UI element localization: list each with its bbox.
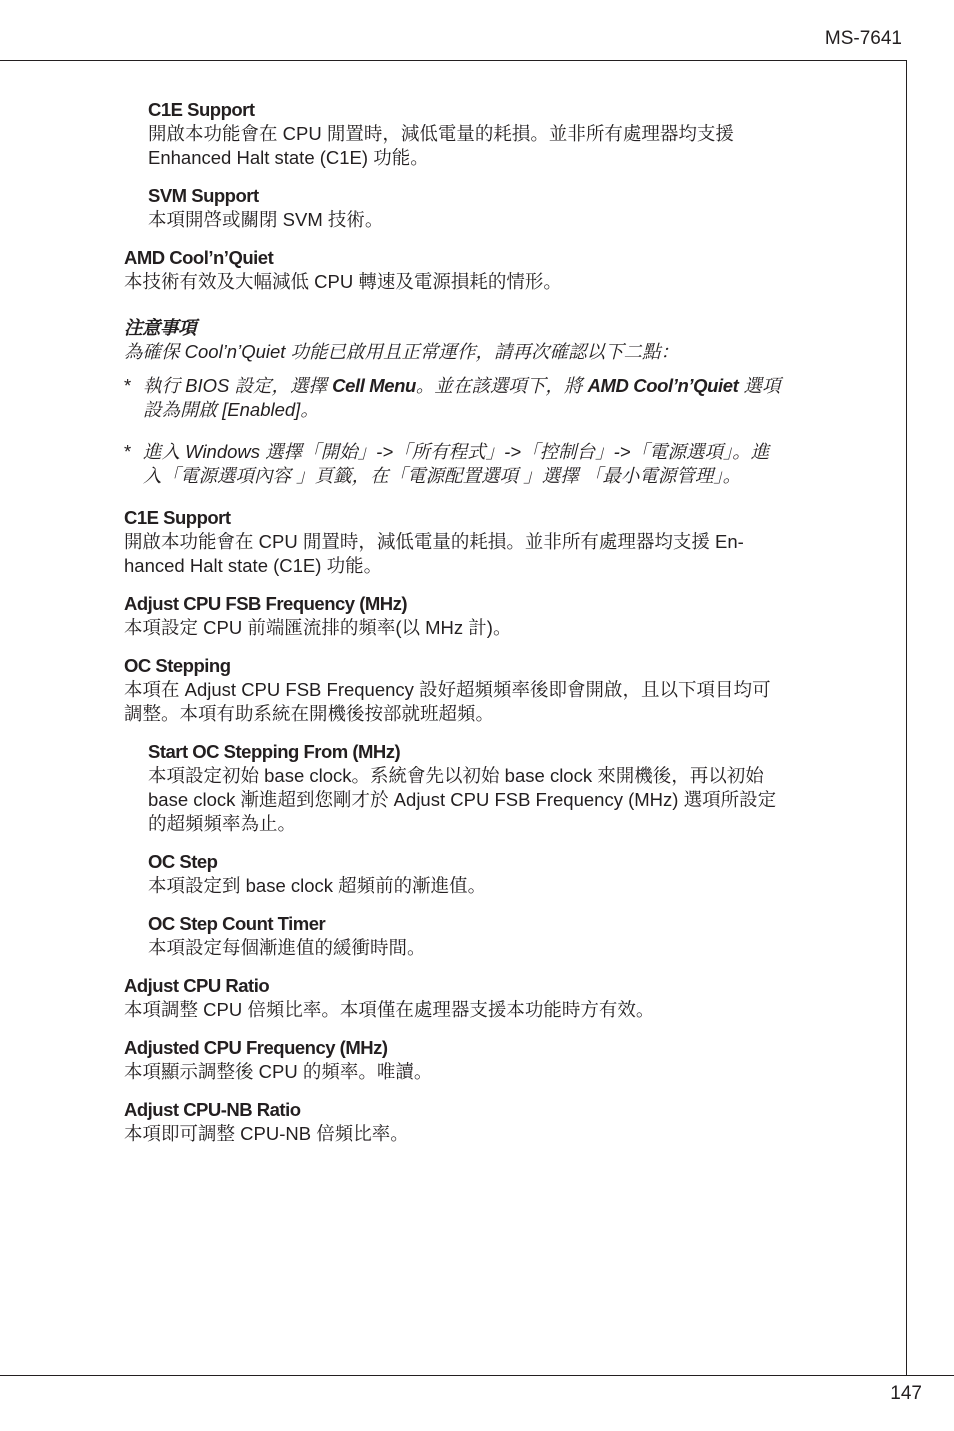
bullet-symbol: * [124, 375, 132, 396]
item-title: Adjust CPU FSB Frequency (MHz) [124, 593, 408, 614]
item-title: OC Step [148, 851, 218, 872]
item-c1e-support [124, 506, 839, 578]
bullet-symbol: * [124, 441, 132, 462]
item-oc-step-count-timer [148, 912, 839, 960]
item-desc: 本項設定 CPU 前端匯流排的頻率(以 MHz 計)。 [124, 617, 512, 638]
item-title: Start OC Stepping From (MHz) [148, 741, 401, 762]
item-title: AMD Cool’n’Quiet [124, 247, 274, 268]
note-bullet-1 [124, 374, 839, 422]
footer-rule [0, 1375, 954, 1376]
item-amd-cool-n-quiet [124, 246, 839, 294]
item-title: C1E Support [124, 507, 231, 528]
item-adjust-cpu-nb-ratio [124, 1098, 839, 1146]
item-adjust-cpu-ratio [124, 974, 839, 1022]
item-title: Adjust CPU-NB Ratio [124, 1099, 301, 1120]
item-title: Adjusted CPU Frequency (MHz) [124, 1037, 388, 1058]
page-number: 147 [890, 1383, 922, 1404]
header-rule [0, 60, 907, 61]
item-desc: 本項設定初始 base clock。系統會先以初始 base clock 來開機後，再以初始 base clock 漸進超到您剛才於 Adjust CPU FSB Frequency (MHz) 選項所設定 的超頻頻率為止。 [148, 765, 777, 834]
manual-content [124, 98, 839, 1160]
note-title: 注意事項 [124, 317, 197, 338]
item-desc: 本項設定到 base clock 超頻前的漸進值。 [148, 875, 487, 896]
bullet-text: 執行 BIOS 設定，選擇 Cell Menu。並在該選項下，將 AMD Cool’n’Quiet 選項 設為開啟 [Enabled]。 [143, 375, 781, 420]
item-desc: 本項開啓或關閉 SVM 技術。 [148, 209, 384, 230]
bold-term-cell-menu: Cell Menu [332, 375, 416, 396]
item-desc: 本項設定每個漸進值的緩衝時間。 [148, 937, 426, 958]
note-box [124, 316, 839, 488]
model-number: MS-7641 [824, 28, 902, 49]
bullet-text: 進入 Windows 選擇「開始」->「所有程式」->「控制台」->「電源選項」。進 入「電源選項內容 」頁籤，在「電源配置選項 」選擇 「最小電源管理」。 [143, 441, 770, 486]
item-desc: 本項顯示調整後 CPU 的頻率。唯讀。 [124, 1061, 433, 1082]
note-bullet-2 [124, 440, 839, 488]
item-desc: 本項在 Adjust CPU FSB Frequency 設好超頻頻率後即會開啟，且以下項目均可 調整。本項有助系統在開機後按部就班超頻。 [124, 679, 771, 724]
item-desc: 開啟本功能會在 CPU 閒置時，減低電量的耗損。並非所有處理器均支援 En- hanced Halt state (C1E) 功能。 [124, 531, 744, 576]
item-desc: 本技術有效及大幅減低 CPU 轉速及電源損耗的情形。 [124, 271, 562, 292]
item-title: OC Step Count Timer [148, 913, 326, 934]
item-oc-step [148, 850, 839, 898]
item-svm-support [148, 184, 839, 232]
item-desc: 本項即可調整 CPU-NB 倍頻比率。 [124, 1123, 409, 1144]
item-title: Adjust CPU Ratio [124, 975, 270, 996]
item-title: OC Stepping [124, 655, 231, 676]
note-intro: 為確保 Cool’n’Quiet 功能已啟用且正常運作，請再次確認以下二點： [124, 341, 680, 362]
item-start-oc-stepping-from [148, 740, 839, 836]
item-desc: 本項調整 CPU 倍頻比率。本項僅在處理器支援本功能時方有效。 [124, 999, 655, 1020]
item-adjusted-cpu-frequency [124, 1036, 839, 1084]
item-c1e-support-sub [148, 98, 839, 170]
item-desc: 開啟本功能會在 CPU 閒置時，減低電量的耗損。並非所有處理器均支援 Enhanced Halt state (C1E) 功能。 [148, 123, 734, 168]
item-oc-stepping [124, 654, 839, 726]
margin-rule [906, 60, 907, 1376]
item-title: SVM Support [148, 185, 259, 206]
item-title: C1E Support [148, 99, 255, 120]
item-adjust-cpu-fsb-frequency [124, 592, 839, 640]
bold-term-cool-n-quiet: AMD Cool’n’Quiet [587, 375, 739, 396]
